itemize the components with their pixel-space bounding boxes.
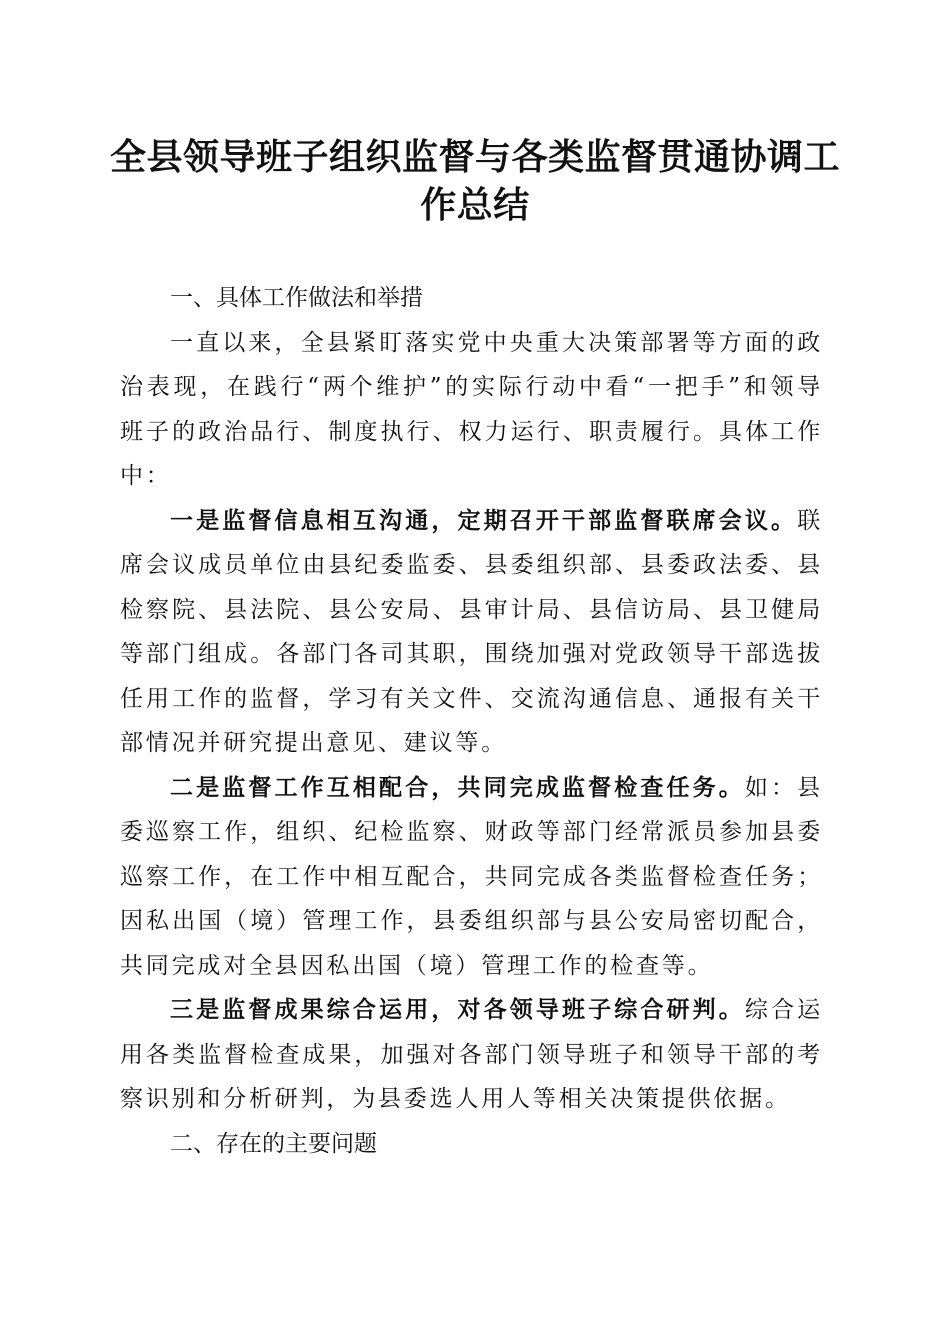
measure-1-lead: 一是监督信息相互沟通，定期召开干部监督联席会议。 <box>170 506 798 534</box>
measure-3-lead: 三是监督成果综合运用，对各领导班子综合研判。 <box>170 996 745 1023</box>
measure-paragraph-1 <box>120 499 823 766</box>
measure-paragraph-2 <box>120 766 823 989</box>
document-title: 全县领导班子组织监督与各类监督贯通协调工作总结 <box>110 136 841 226</box>
measure-2-lead: 二是监督工作互相配合，共同完成监督检查任务。 <box>170 773 745 801</box>
measure-paragraph-3 <box>120 988 823 1122</box>
section-1-intro-paragraph: 一直以来，全县紧盯落实党中央重大决策部署等方面的政治表现，在践行“两个维护”的实际行动中看“一把手”和领导班子的政治品行、制度执行、权力运行、职责履行。具体工作中： <box>120 329 823 489</box>
measure-1-text: 联席会议成员单位由县纪委监委、县委组织部、县委政法委、县检察院、县法院、县公安局、县审计局、县信访局、县卫健局等部门组成。各部门各司其职，围绕加强对党政领导干部选拔任用工作的监督，学习有关文件、交流沟通信息、通报有关干部情况并研究提出意见、建议等。 <box>120 507 823 756</box>
section-heading-1: 一、具体工作做法和举措 <box>170 285 423 311</box>
section-heading-2: 二、存在的主要问题 <box>170 1130 377 1157</box>
measure-2-text: 如：县委巡察工作，组织、纪检监察、财政等部门经常派员参加县委巡察工作，在工作中相互配合，共同完成各类监督检查任务；因私出国（境）管理工作，县委组织部与县公安局密切配合，共同完成对全县因私出国（境）管理工作的检查等。 <box>120 774 823 979</box>
document-body <box>120 276 823 1166</box>
measure-3-text: 综合运用各类监督检查成果，加强对各部门领导班子和领导干部的考察识别和分析研判，为县委选人用人等相关决策提供依据。 <box>120 997 823 1112</box>
